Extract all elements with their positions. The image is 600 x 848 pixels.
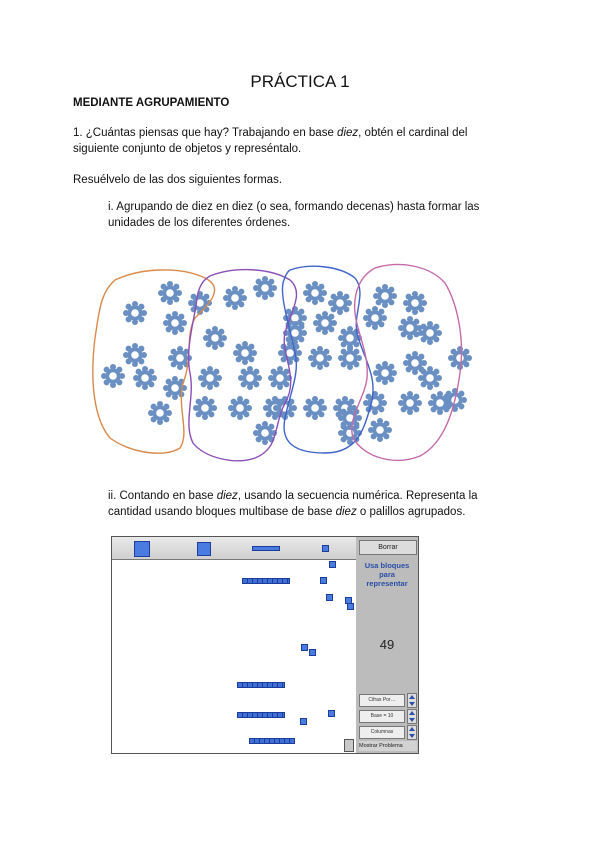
unit-cube[interactable] <box>347 603 354 610</box>
unit-cube[interactable] <box>301 644 308 651</box>
gear-icon <box>373 284 397 308</box>
gear-icon <box>198 366 222 390</box>
gear-icon <box>123 301 147 325</box>
cifras-select[interactable]: Cifras Por… <box>359 694 405 707</box>
gear-icon <box>228 396 252 420</box>
unit-cube[interactable] <box>328 710 335 717</box>
flat-icon[interactable] <box>197 542 211 556</box>
gear-icon <box>363 306 387 330</box>
base-select[interactable]: Base = 10 <box>359 710 405 723</box>
page-title: PRÁCTICA 1 <box>250 72 350 91</box>
gear-icon <box>398 391 422 415</box>
gear-icon <box>418 321 442 345</box>
column-thousands[interactable] <box>112 537 174 753</box>
section-heading: MEDIANTE AGRUPAMIENTO <box>73 97 230 109</box>
columnas-select[interactable]: Columnas <box>359 726 405 739</box>
gear-icon <box>223 286 247 310</box>
unit-cube-icon[interactable] <box>322 545 329 552</box>
gear-icon <box>253 276 277 300</box>
unit-cube[interactable] <box>329 561 336 568</box>
target-number: 49 <box>379 637 395 652</box>
column-tens[interactable] <box>234 537 296 753</box>
unit-cube[interactable] <box>320 577 327 584</box>
gear-icon <box>123 343 147 367</box>
gear-icon <box>203 326 227 350</box>
item-ii-text: ii. Contando en base diez, usando la secuencia numérica. Representa la cantidad usando bloques multibase de base diez o palillos agrupados. <box>108 490 478 518</box>
gear-icon <box>373 361 397 385</box>
gear-icon <box>148 401 172 425</box>
ten-rod[interactable] <box>249 738 297 744</box>
trash-icon[interactable] <box>344 739 354 752</box>
multibase-blocks-widget[interactable] <box>111 536 419 754</box>
gear-icon <box>398 316 422 340</box>
gear-icon <box>278 341 302 365</box>
ten-rod[interactable] <box>237 712 285 718</box>
gear-icon <box>328 291 352 315</box>
gear-icon <box>308 346 332 370</box>
gear-icon <box>368 418 392 442</box>
gear-icon <box>303 281 327 305</box>
rod-icon[interactable] <box>252 546 280 551</box>
ten-rod[interactable] <box>242 578 290 584</box>
gear-icon <box>338 406 362 430</box>
gear-icon <box>363 391 387 415</box>
gear-icon <box>303 396 327 420</box>
cifras-spinner[interactable] <box>407 693 417 708</box>
gear-icon <box>403 291 427 315</box>
gear-icon <box>101 364 125 388</box>
control-panel <box>356 537 418 753</box>
gear-icon <box>163 376 187 400</box>
borrar-button[interactable]: Borrar <box>359 540 417 555</box>
gear-icon <box>268 366 292 390</box>
instruction-label: Usa bloques para representar <box>364 561 410 588</box>
instruction-text: Resuélvelo de las dos siguientes formas. <box>73 174 283 186</box>
gear-icon <box>448 346 472 370</box>
mostrar-problema-button[interactable]: Mostrar Problema <box>359 741 417 751</box>
grouped-gears-figure <box>85 258 475 463</box>
gear-icon <box>133 366 157 390</box>
gear-icon <box>418 366 442 390</box>
gear-icon <box>253 421 277 445</box>
column-hundreds[interactable] <box>173 537 235 753</box>
unit-cube[interactable] <box>326 594 333 601</box>
gear-icon <box>233 341 257 365</box>
columnas-spinner[interactable] <box>407 725 417 740</box>
unit-cube[interactable] <box>300 718 307 725</box>
base-spinner[interactable] <box>407 709 417 724</box>
ten-rod[interactable] <box>237 682 285 688</box>
column-units[interactable] <box>295 537 357 753</box>
gear-icon <box>163 311 187 335</box>
item-i-text: i. Agrupando de diez en diez (o sea, formando decenas) hasta formar las unidades de los diferentes órdenes. <box>108 201 480 229</box>
question-1: 1. ¿Cuántas piensas que hay? Trabajando en base diez, obtén el cardinal del siguiente conjunto de objetos y represéntalo. <box>73 127 468 155</box>
gear-icon <box>193 396 217 420</box>
cube-icon[interactable] <box>134 541 150 557</box>
gear-icon <box>158 281 182 305</box>
gear-icon <box>238 366 262 390</box>
gear-icon <box>283 321 307 345</box>
unit-cube[interactable] <box>309 649 316 656</box>
gear-icon <box>313 311 337 335</box>
